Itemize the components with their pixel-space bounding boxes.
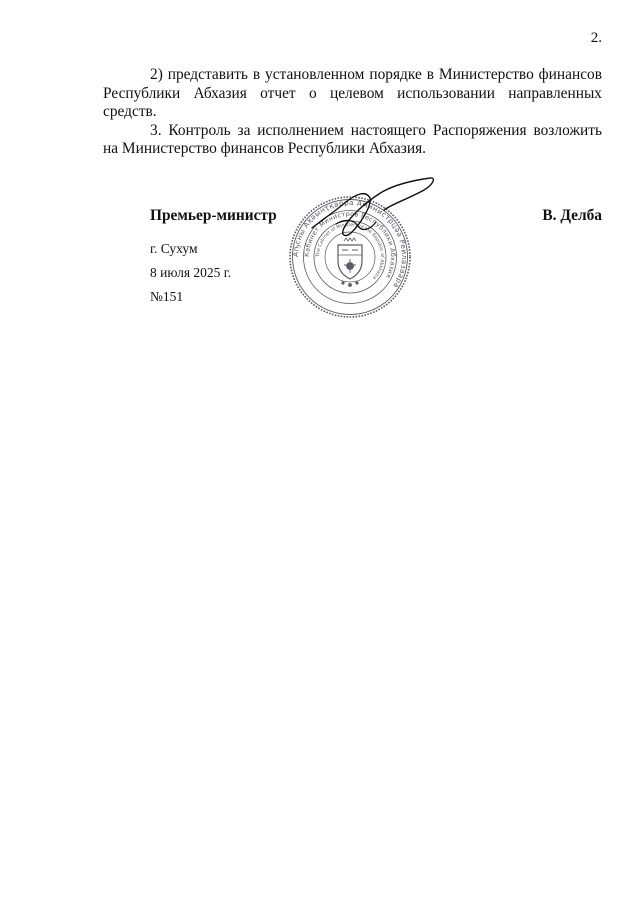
- handwritten-signature: [300, 172, 440, 242]
- seal-middle-text: Кабинет Министров Республики Абхазия: [302, 209, 398, 280]
- document-number: №151: [150, 289, 184, 304]
- paragraph-item-2: 2) представить в установленном порядке в Министерство финансов Республики Абхазия отчет о целевом использовании направленных средств.: [103, 66, 602, 120]
- seal-inner-text: The Cabinet of Ministers of the Republic of Abkhazia: [315, 222, 385, 281]
- paragraph-item-3: 3. Контроль за исполнением настоящего Распоряжения возложить на Министерство финансов Республики Абхазия.: [103, 121, 602, 157]
- page-number: 2.: [590, 30, 602, 46]
- signatory-name: В. Делба: [542, 207, 602, 224]
- document-date: 8 июля 2025 г.: [150, 265, 232, 280]
- signatory-title: Премьер-министр: [150, 207, 277, 224]
- document-city: г. Сухум: [150, 241, 198, 256]
- seal-emblem: [338, 238, 362, 286]
- seal-outer-text: Аҧсны Аҳәынҭқарра Аминистрцәа Реилазаара: [290, 197, 410, 291]
- document-body: [103, 66, 602, 159]
